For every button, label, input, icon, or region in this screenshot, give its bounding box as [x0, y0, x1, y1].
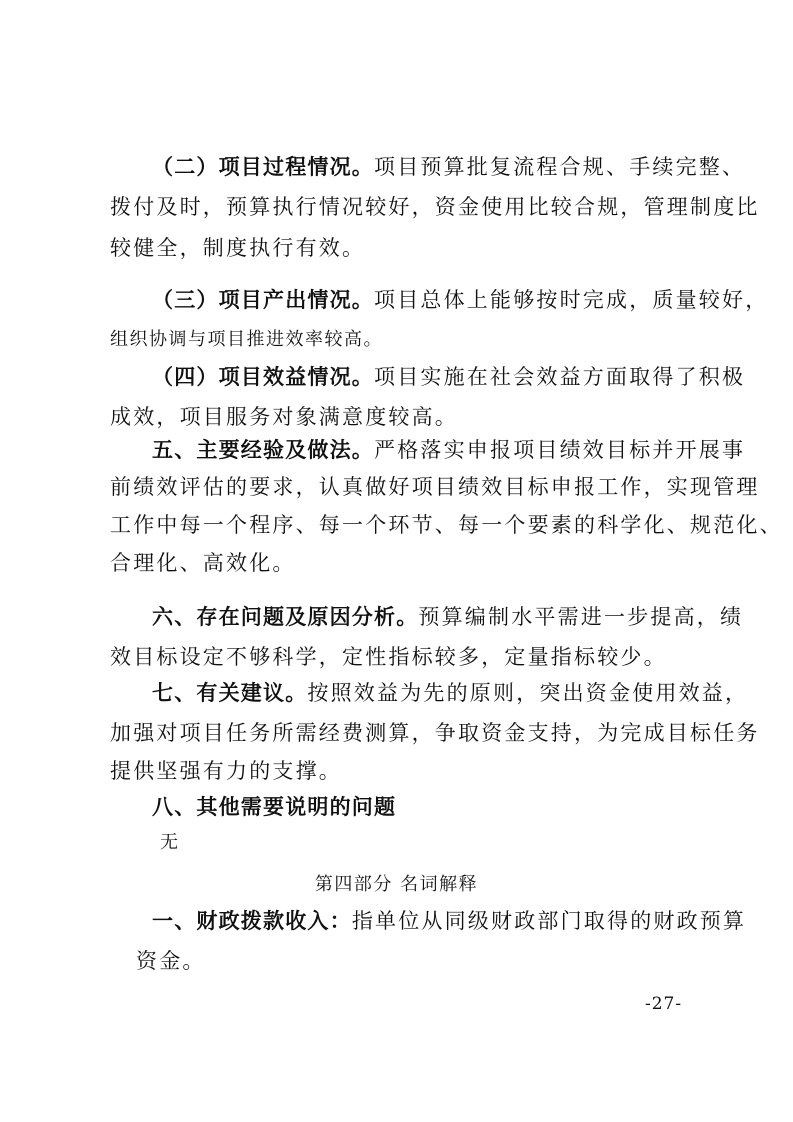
page-number: -27-: [645, 994, 683, 1014]
paragraph-project-process-line-2: 拨付及时，预算执行情况较好，资金使用比较合规，管理制度比: [110, 195, 760, 219]
heading-project-process: （二）项目过程情况。: [152, 155, 374, 179]
paragraph-suggestions-line-2: 加强对项目任务所需经费测算，争取资金支持，为完成目标任务: [110, 721, 760, 745]
heading-project-benefit: （四）项目效益情况。: [152, 365, 374, 389]
paragraph-suggestions-line-3: 提供坚强有力的支撑。: [110, 759, 342, 783]
paragraph-experience-line-4: 合理化、高效化。: [110, 551, 296, 575]
heading-project-output: （三）项目产出情况。: [152, 288, 374, 312]
heading-experience: 五、主要经验及做法。: [152, 438, 374, 462]
heading-fiscal-appropriation: 一、财政拨款收入：: [152, 909, 352, 933]
paragraph-project-output-line-1: （三）项目产出情况。项目总体上能够按时完成，质量较好，: [152, 288, 769, 312]
term-fiscal-appropriation-line-2: 资金。: [136, 949, 206, 973]
other-issues-content: 无: [160, 832, 180, 853]
paragraph-experience-line-3: 工作中每一个程序、每一个环节、每一个要素的科学化、规范化、: [110, 513, 783, 537]
paragraph-project-benefit-line-1: （四）项目效益情况。项目实施在社会效益方面取得了积极: [152, 365, 746, 389]
paragraph-problems-line-1: 六、存在问题及原因分析。预算编制水平需进一步提高，绩: [152, 605, 744, 629]
section-title: 第四部分 名词解释: [314, 874, 479, 895]
paragraph-project-process-line-1: （二）项目过程情况。项目预算批复流程合规、手续完整、: [152, 155, 746, 179]
heading-other-issues: 八、其他需要说明的问题: [152, 795, 397, 819]
paragraph-experience-line-2: 前绩效评估的要求，认真做好项目绩效目标申报工作，实现管理: [110, 475, 760, 499]
heading-suggestions: 七、有关建议。: [152, 681, 308, 705]
paragraph-project-process-line-3: 较健全，制度执行有效。: [110, 236, 366, 260]
paragraph-project-benefit-line-2: 成效，项目服务对象满意度较高。: [110, 405, 458, 429]
paragraph-experience-line-1: 五、主要经验及做法。严格落实申报项目绩效目标并开展事: [152, 438, 746, 462]
paragraph-suggestions-line-1: 七、有关建议。按照效益为先的原则，突出资金使用效益，: [152, 681, 749, 705]
paragraph-problems-line-2: 效目标设定不够科学，定性指标较多，定量指标较少。: [110, 645, 667, 669]
term-fiscal-appropriation-line-1: 一、财政拨款收入：指单位从同级财政部门取得的财政预算: [152, 909, 747, 933]
heading-problems: 六、存在问题及原因分析。: [152, 605, 419, 629]
paragraph-project-output-line-2: 组织协调与项目推进效率较高。: [110, 329, 383, 350]
